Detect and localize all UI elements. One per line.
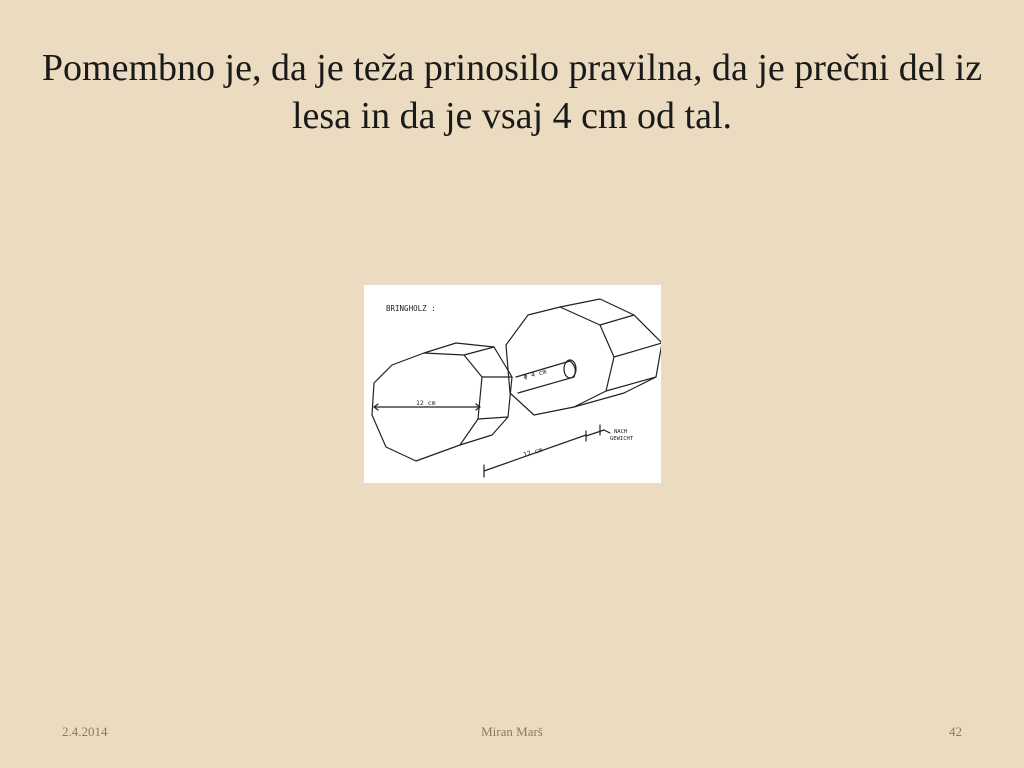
dumbbell-drawing	[363, 284, 662, 484]
footer-date: 2.4.2014	[62, 724, 108, 739]
weight-note-line2: GEWICHT	[610, 436, 634, 442]
face-dimension-label: 12 cm	[416, 399, 436, 407]
length-dimension-label: 12 cm	[522, 445, 544, 459]
figure-title-text: BRINGHOLZ :	[386, 304, 436, 313]
bar-dimension-label: ϕ 4 cm	[522, 367, 548, 381]
back-weight-face	[506, 307, 614, 415]
back-weight-depth	[560, 299, 661, 343]
weight-note-line1: NACH	[614, 429, 628, 435]
slide-title: Pomembno je, da je teža prinosilo pravilna, da je prečni del iz lesa in da je vsaj 4 cm od tal.	[41, 47, 983, 137]
page-number: 42	[949, 724, 962, 739]
dumbbell-sketch	[364, 285, 661, 483]
footer-author: Miran Marš	[481, 724, 543, 739]
